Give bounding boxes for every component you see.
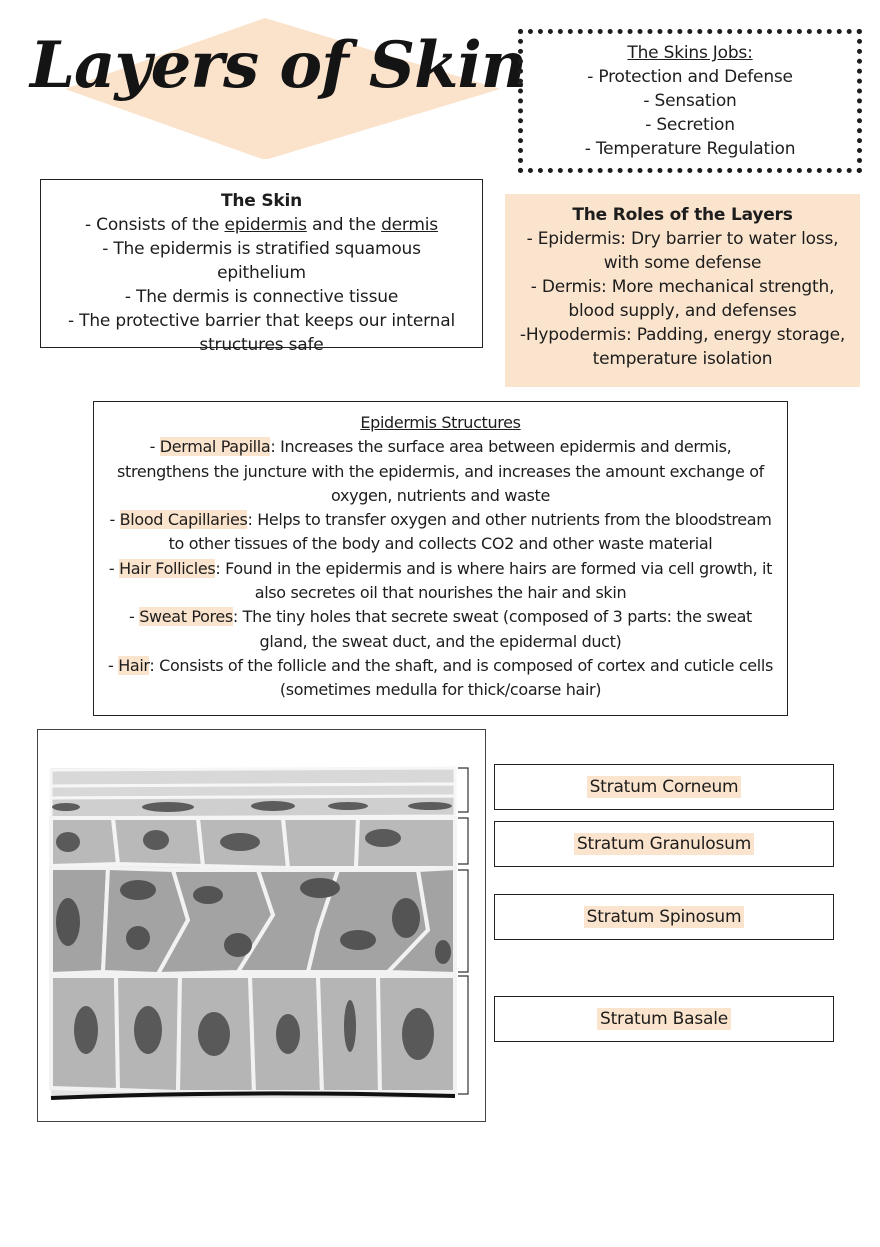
- structure-description: : Increases the surface area between epidermis and dermis, strengthens the juncture with the epidermis, and increases the amount exchange of oxygen, nutrients and waste: [117, 437, 764, 505]
- title-area: [10, 14, 527, 159]
- structure-description: : Helps to transfer oxygen and other nutrients from the bloodstream to other tissues of the body and collects CO2 and other waste material: [168, 510, 772, 554]
- layer-label-text: Stratum Corneum: [587, 776, 742, 798]
- structure-term: Hair: [118, 655, 150, 675]
- structure-term: Dermal Papilla: [159, 437, 271, 457]
- skin-job-item: - Protection and Defense: [587, 67, 793, 87]
- structure-item: - Hair: Consists of the follicle and the shaft, and is composed of cortex and cuticle cells (sometimes medulla for thick/coarse hair): [108, 655, 773, 700]
- skin-line: - The epidermis is stratified squamous epithelium: [102, 239, 421, 283]
- skin-jobs-box: [518, 29, 862, 173]
- layer-label-stratum-granulosum: [494, 821, 834, 867]
- skin-job-item: - Sensation: [643, 91, 737, 111]
- structure-item: - Sweat Pores: The tiny holes that secrete sweat (composed of 3 parts: the sweat gland, the sweat duct, and the epidermal duct): [129, 607, 752, 651]
- roles-heading: The Roles of the Layers: [572, 205, 793, 225]
- skin-jobs-heading: The Skins Jobs:: [627, 43, 753, 63]
- term-epidermis: epidermis: [224, 215, 307, 235]
- skin-line: - The dermis is connective tissue: [124, 287, 399, 307]
- skin-line: [57, 213, 466, 237]
- term-dermis: dermis: [381, 215, 438, 235]
- layer-brackets: [458, 768, 468, 1094]
- structure-description: : Found in the epidermis and is where hairs are formed via cell growth, it also secretes oil that nourishes the hair and skin: [215, 558, 773, 603]
- structure-term: Blood Capillaries: [119, 510, 248, 530]
- layer-label-stratum-corneum: [494, 764, 834, 810]
- skin-line: - The protective barrier that keeps our internal structures safe: [68, 311, 455, 355]
- role-item: -Hypodermis: Padding, energy storage, temperature isolation: [519, 325, 846, 369]
- structure-description: : The tiny holes that secrete sweat (composed of 3 parts: the sweat gland, the sweat duct, and the epidermal duct): [232, 607, 752, 651]
- role-item: - Dermis: More mechanical strength, blood supply, and defenses: [530, 277, 835, 321]
- layer-label-stratum-spinosum: [494, 894, 834, 940]
- layer-label-text: Stratum Basale: [597, 1008, 731, 1030]
- the-skin-heading: The Skin: [220, 191, 303, 211]
- structure-item: - Dermal Papilla: Increases the surface area between epidermis and dermis, strengthens the juncture with the epidermis, and increases the amount exchange of oxygen, nutrients and waste: [117, 437, 764, 505]
- structure-item: - Hair Follicles: Found in the epidermis and is where hairs are formed via cell growth, it also secretes oil that nourishes the hair and skin: [108, 558, 773, 603]
- layer-label-stratum-basale: [494, 996, 834, 1042]
- structure-description: : Consists of the follicle and the shaft, and is composed of cortex and cuticle cells (sometimes medulla for thick/coarse hair): [149, 655, 773, 700]
- skin-line-text: - Consists of the: [85, 215, 225, 235]
- role-item: - Epidermis: Dry barrier to water loss, with some defense: [526, 229, 839, 273]
- epidermis-structures-box: [93, 401, 788, 716]
- skin-job-item: - Temperature Regulation: [584, 139, 796, 159]
- skin-line-text: and the: [306, 215, 382, 235]
- layer-label-text: Stratum Spinosum: [584, 906, 745, 928]
- structure-term: Hair Follicles: [119, 558, 216, 578]
- roles-of-layers-box: [505, 194, 860, 387]
- structure-item: - Blood Capillaries: Helps to transfer oxygen and other nutrients from the bloodstream to other tissues of the body and collects CO2 and other waste material: [109, 510, 772, 554]
- epidermis-cross-section-illustration: [38, 730, 487, 1123]
- page-title: Layers of Skin: [30, 28, 527, 103]
- the-skin-box: [40, 179, 483, 355]
- layer-label-text: Stratum Granulosum: [574, 833, 754, 855]
- structure-term: Sweat Pores: [139, 607, 233, 627]
- epidermis-layers-diagram: [37, 729, 486, 1122]
- corneum-cells: [51, 768, 455, 818]
- basale-cells: [51, 976, 455, 1092]
- epidermis-structures-heading: Epidermis Structures: [360, 413, 521, 432]
- skin-job-item: - Secretion: [645, 115, 735, 135]
